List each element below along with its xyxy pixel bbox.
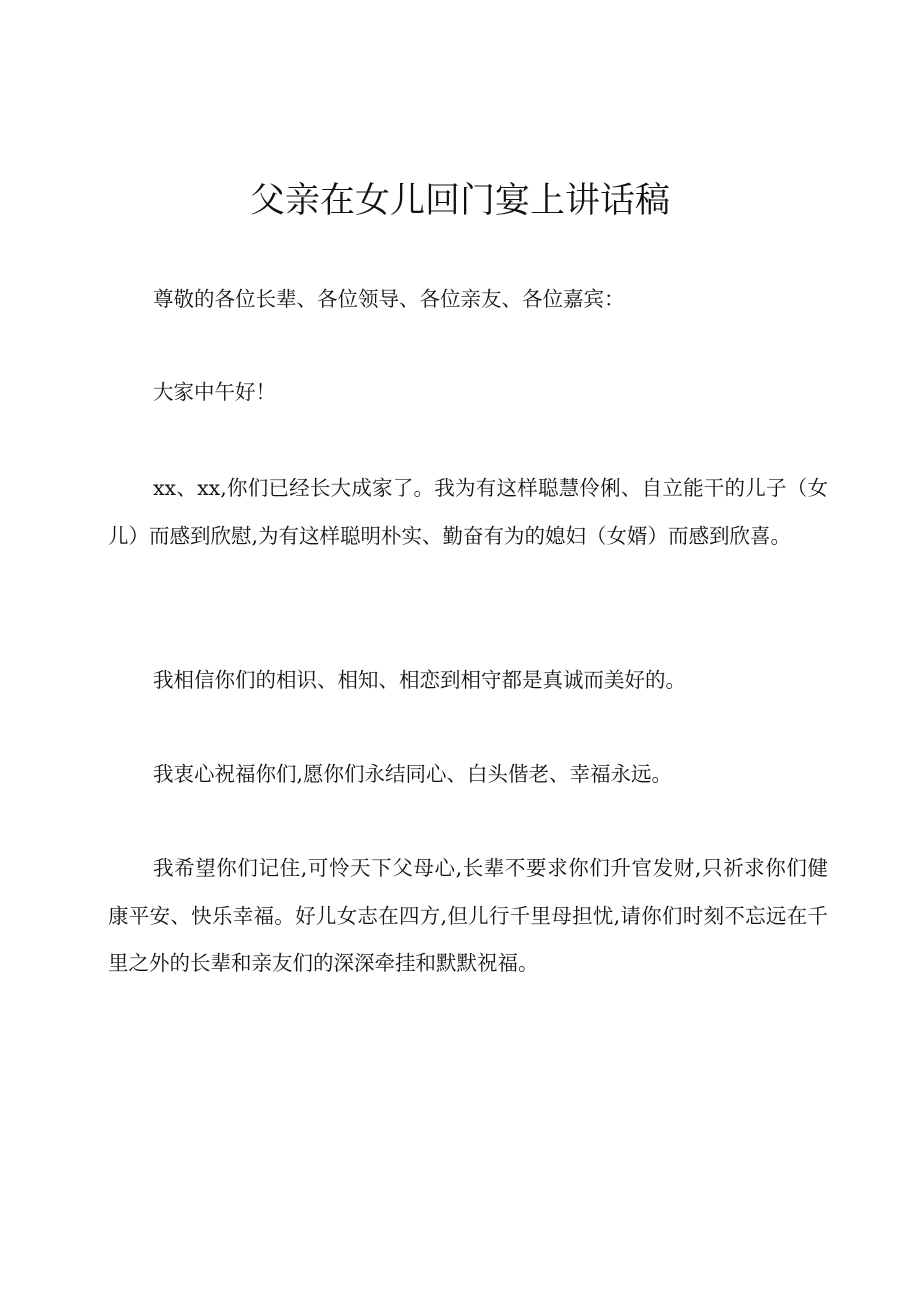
paragraph-salutation: 尊敬的各位长辈、各位领导、各位亲友、各位嘉宾：: [153, 287, 625, 311]
paragraph-body-3: 我衷心祝福你们,愿你们永结同心、白头偕老、幸福永远。: [153, 762, 673, 786]
paragraph-body-4: 我希望你们记住,可怜天下父母心,长辈不要求你们升官发财,只祈求你们健康平安、快乐幸福。好儿女志在四方,但儿行千里母担忧,请你们时刻不忘远在千里之外的长辈和亲友们的深深牵挂和默默祝福。: [108, 856, 828, 975]
paragraph-greeting: 大家中午好！: [153, 380, 276, 404]
paragraph-body-1: xx、xx,你们已经长大成家了。我为有这样聪慧伶俐、自立能干的儿子（女儿）而感到欣慰,为有这样聪明朴实、勤奋有为的媳妇（女婿）而感到欣喜。: [108, 476, 828, 548]
paragraph-body-2: 我相信你们的相识、相知、相恋到相守都是真诚而美好的。: [153, 668, 686, 692]
document-title: 父亲在女儿回门宴上讲话稿: [249, 181, 670, 221]
